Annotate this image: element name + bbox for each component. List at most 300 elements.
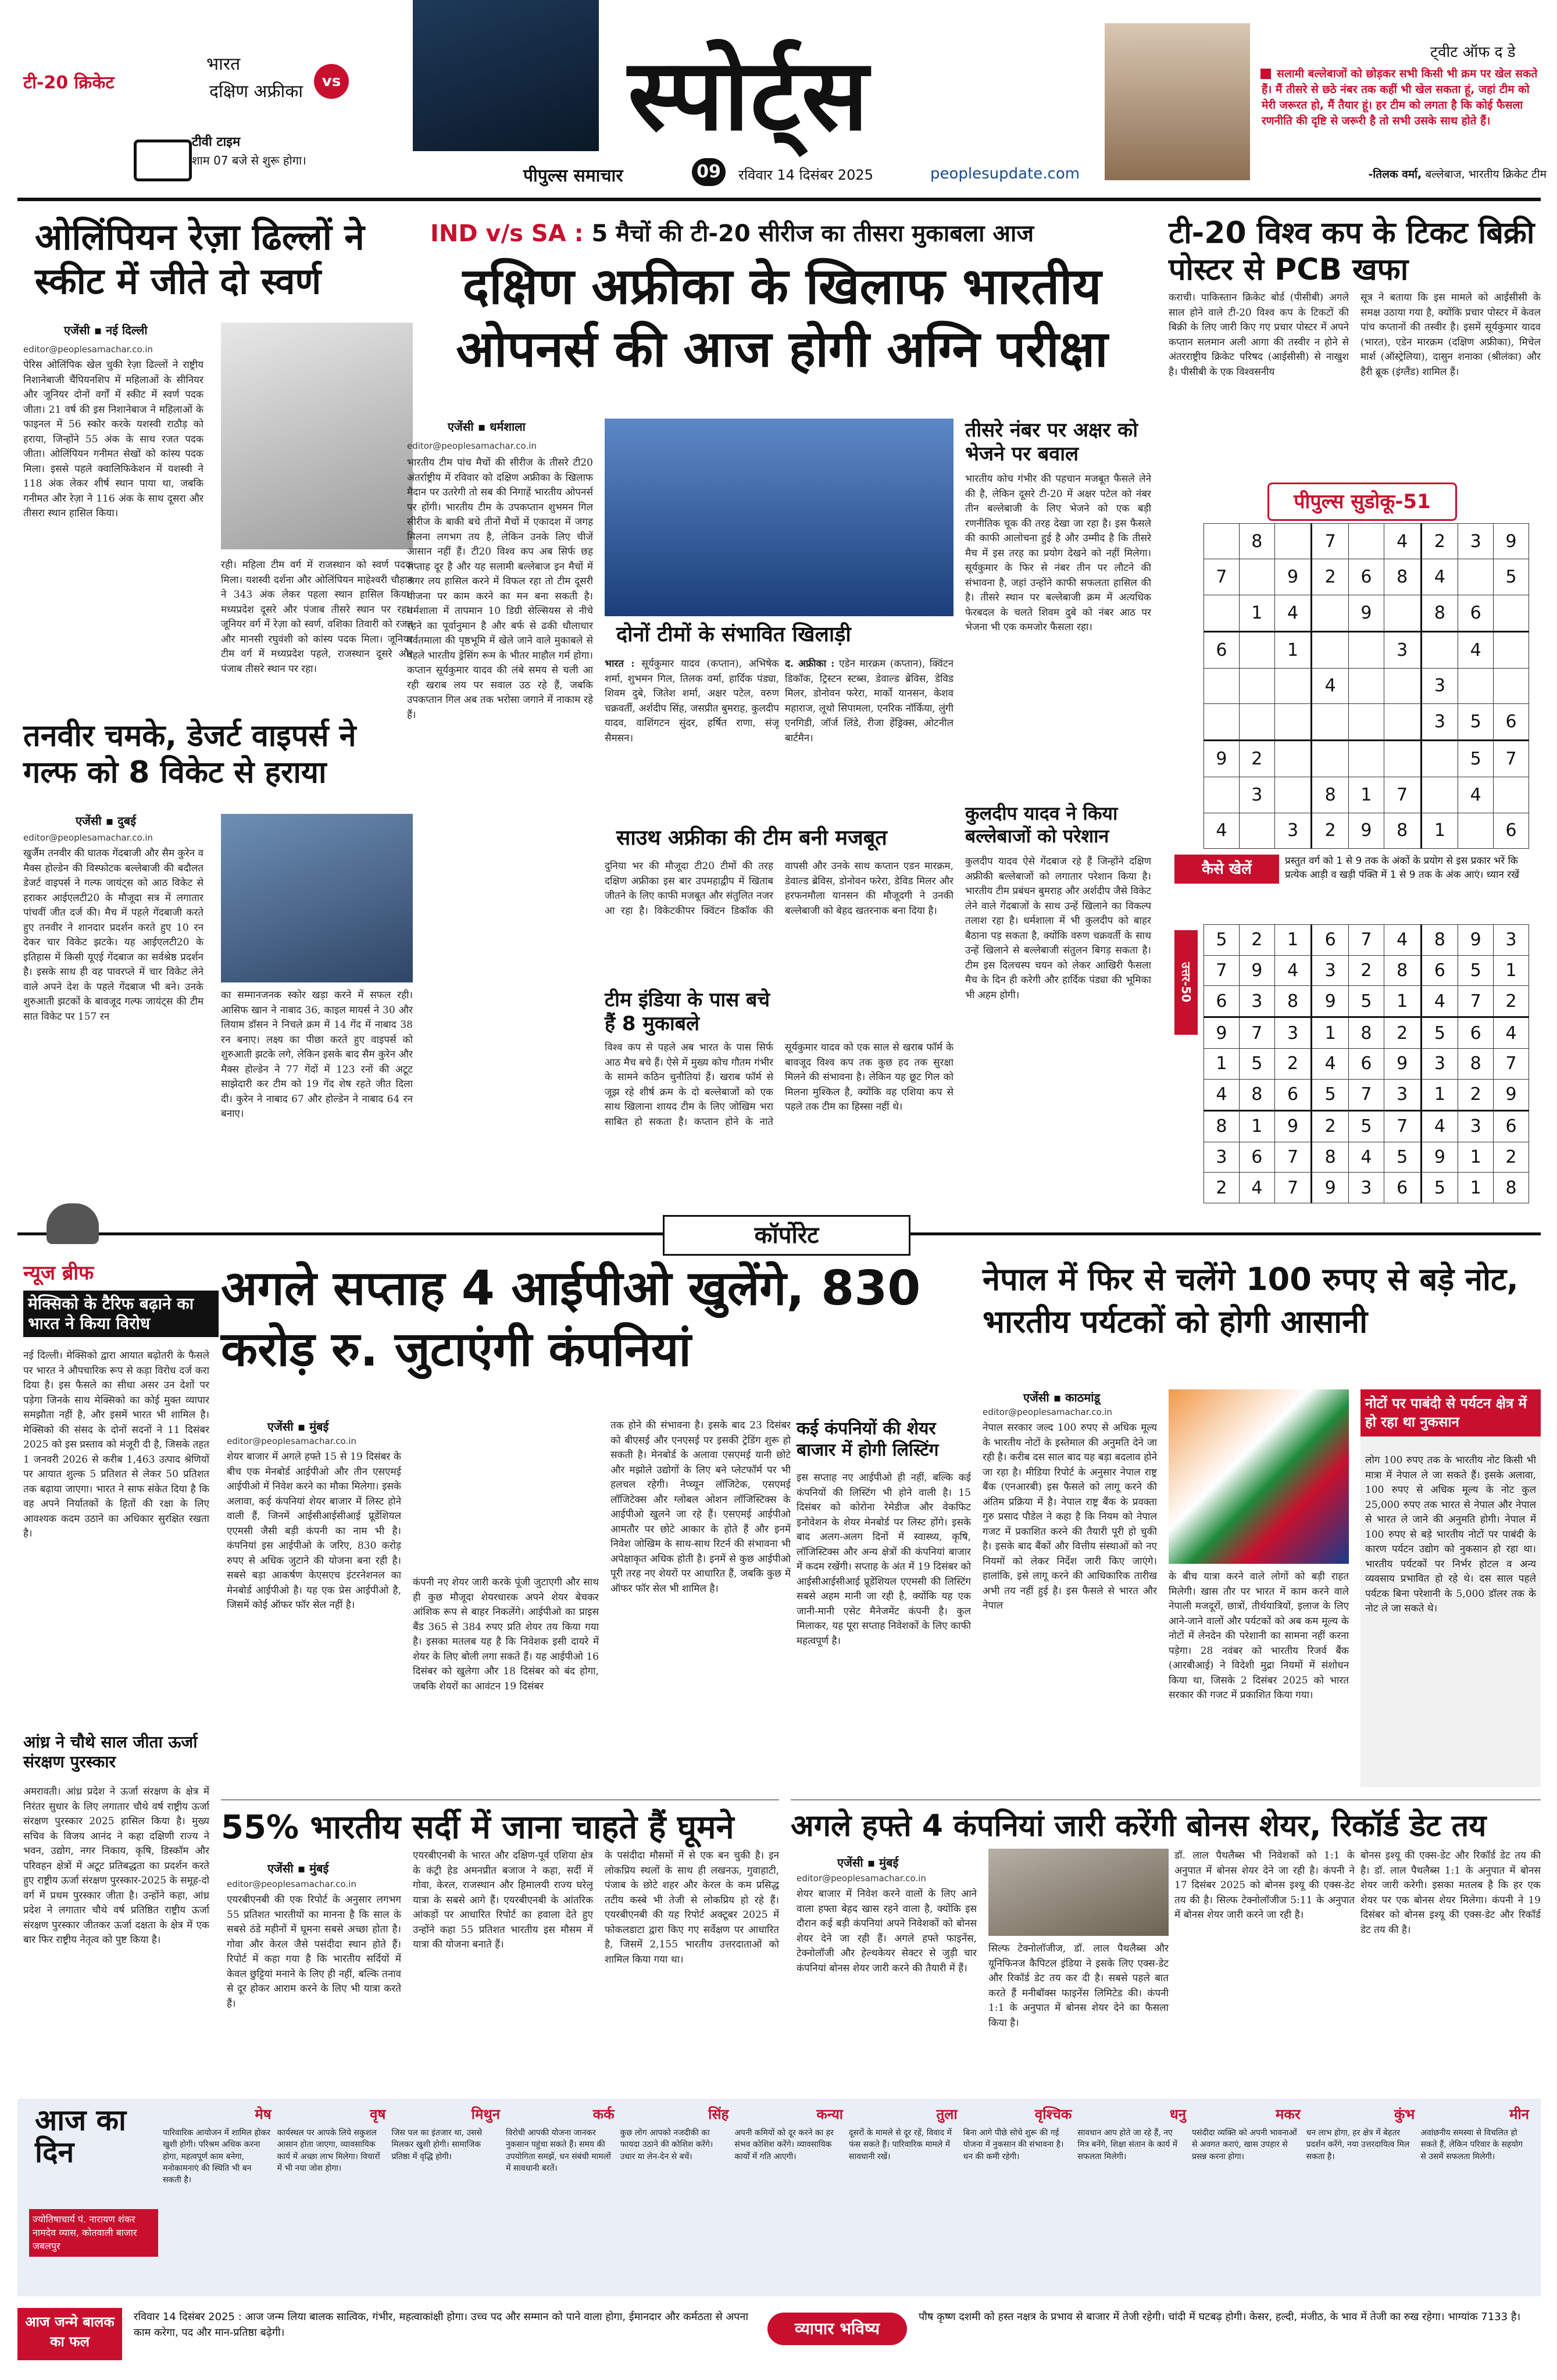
sign-text: विरोधी आपकी योजना जानकर नुकसान पहुंचा सकते हैं। समय की उपयोगिता समझें, धन संबंधी मामलों में सावधानी बरतें।: [506, 2128, 611, 2173]
sign-name: मेष: [255, 2106, 272, 2122]
sudoku-answer-cell: 7: [1274, 1142, 1312, 1173]
market-label: व्यापार भविष्य: [767, 2313, 907, 2345]
sudoku-cell: 4: [1204, 813, 1240, 848]
sudoku-cell: [1494, 595, 1529, 631]
sudoku-cell: [1458, 668, 1494, 703]
sudoku-cell: [1312, 741, 1349, 777]
andhra-headline: आंध्र ने चौथे साल जीता ऊर्जा संरक्षण पुरस्कार: [23, 1732, 198, 1772]
sudoku-cell: [1349, 631, 1384, 668]
sudoku-answer-cell: 3: [1458, 1110, 1494, 1142]
sign-name: वृष: [370, 2106, 386, 2122]
sudoku-answer-cell: 4: [1494, 1017, 1529, 1049]
horoscope-sign: [506, 2104, 615, 2290]
tanveer-body-2: का सम्मानजनक स्कोर खड़ा करने में सफल रही। आसिफ खान ने नाबाद 36, काइल मायर्स ने 30 और लियाम डॉसन ने निचले क्रम में 14 गेंद में नाबाद 38 रन बनाए। लक्ष्य का पीछा करते हुए वाइपर्स को शुरुआती झटके लगे, लेकिन इसके बाद सैम कुरेन और मैक्स होल्डेन ने 77 गेंदों में 123 रनों की अटूट साझेदारी कर टीम को 19 गेंद शेष रहते जीत दिला दी। कुरेन ने नाबाद 67 और होल्डेन ने नाबाद 64 रन बनाए।: [221, 989, 413, 1120]
tanveer-byline: एजेंसी ▪ दुबई: [76, 814, 136, 828]
sudoku-answer-cell: 1: [1204, 1049, 1240, 1080]
main-kicker: [430, 216, 1157, 248]
sudoku-answer-cell: 8: [1384, 955, 1421, 986]
nepal-col-1: नेपाल सरकार जल्द 100 रुपए से अधिक मूल्य के भारतीय नोटों के इस्तेमाल की अनुमति देने जा रही है। करीब दस साल बाद यह बड़ा बदलाव होने जा रहा है। मीडिया रिपोर्ट के अनुसार नेपाल राष्ट्र बैंक (एनआरबी) इस फैसले को लागू करने की अंतिम प्रक्रिया में है। नेपाल राष्ट्र बैंक के प्रवक्ता गुरु प्रसाद पौडेल ने कहा है कि नियम को नेपाल गजट में प्रकाशित करने की तैयारी पूरी हो चुकी है। इसके बाद बैंकों और वित्तीय संस्थाओं को नए नियमों को लेकर निर्देश जारी किए जाएंगे। हालांकि, इसे लागू करने की आधिकारिक तारीख अभी तय नहीं हुई है। इस फैसले से भारत और नेपाल: [983, 1422, 1157, 1611]
sudoku-answer-row: [1204, 1049, 1529, 1080]
main-col-1: भारतीय टीम पांच मैचों की सीरीज के तीसरे टी20 अंतर्राष्ट्रीय में रविवार को दक्षिण अफ्रीका के खिलाफ मैदान पर उतरेगी तो सब की निगाहें भारतीय ओपनर्स पर होंगी। भारतीय टीम के उपकप्तान शुभमन गिल सीरीज के बाकी बचे तीनों मैचों में एकादश में जगह मिलना लगभग तय है, लेकिन उनके लिए चीजें आसान नहीं हैं। टी20 विश्व कप अब सिर्फ छह सप्ताह दूर है और यह सलामी बल्लेबाज इन मैचों में अगर लय हासिल करने में विफल रहा तो टीम दूसरी योजना पर काम करने का मन बना सकती है। धर्मशाला में तापमान 10 डिग्री सेल्सियस से नीचे रहने का पूर्वानुमान है और बर्फ से ढकी धौलाधार पर्वतमाला की पृष्ठभूमि में खेले जाने वाले मुकाबले से पहले भारतीय ड्रेसिंग रूम के भीतर माहौल गर्म होगा। कप्तान सूर्यकुमार यादव की लंबे समय से चली आ रही खराब लय पर सवाल उठ रहे हैं, जबकि उपकप्तान गिल अब तक भरोसा जगाने में नाकाम रहे हैं।: [407, 457, 593, 721]
sudoku-answer-cell: 7: [1494, 1049, 1529, 1080]
winter-rule: [221, 1799, 779, 1800]
sign-name: कन्या: [816, 2106, 843, 2122]
sudoku-cell: 2: [1312, 559, 1349, 595]
sudoku-cell: 4: [1458, 631, 1494, 668]
tv-time: शाम 07 बजे से शुरू होगा।: [192, 153, 306, 167]
sudoku-cell: 9: [1349, 595, 1384, 631]
sudoku-cell: 2: [1312, 813, 1349, 848]
ipo-photo: [413, 0, 599, 151]
sudoku-answer-cell: 9: [1458, 925, 1494, 956]
squads-heading: दोनों टीमों के संभावित खिलाड़ी: [616, 623, 851, 646]
sudoku-answer-cell: 5: [1421, 1173, 1458, 1203]
sudoku-answer-cell: 4: [1349, 1142, 1384, 1173]
bonus-rule: [791, 1799, 1541, 1800]
sudoku-answer-row: [1204, 986, 1529, 1017]
sudoku-answer-cell: 4: [1239, 1173, 1274, 1203]
sudoku-cell: [1384, 668, 1421, 703]
sudoku-answer-cell: 1: [1421, 1079, 1458, 1110]
sudoku-cell: 2: [1239, 741, 1274, 777]
corporate-title: कॉर्पोरेट: [663, 1215, 910, 1256]
winter-email: editor@peoplesamachar.co.in: [227, 1879, 356, 1889]
author-photo: [1105, 23, 1250, 180]
nepal-box-heading: नोटों पर पाबंदी से पर्यटन क्षेत्र में हो रहा था नुकसान: [1360, 1389, 1541, 1436]
bull-icon: [47, 1203, 99, 1244]
horoscope-sign: [1306, 2104, 1415, 2290]
nepal-box: [1360, 1389, 1541, 1787]
axar-heading: तीसरे नंबर पर अक्षर को भेजने पर बवाल: [965, 419, 1138, 466]
sudoku-cell: [1204, 524, 1240, 559]
sudoku-answer-cell: 2: [1274, 1049, 1312, 1080]
olympic-byline: एजेंसी ▪ नई दिल्ली: [64, 323, 148, 337]
sudoku-answer-cell: 6: [1421, 955, 1458, 986]
sign-name: कुंभ: [1394, 2106, 1415, 2122]
kuldeep-body: कुलदीप यादव ऐसे गेंदबाज रहे हैं जिन्होंने दक्षिण अफ्रीकी बल्लेबाजों को लगातार परेशान किया है। भारतीय टीम प्रबंधन बुमराह और अर्शदीप जैसे विकेट लेने वाले गेंदबाजों के साथ उन्हें खिलाने का विकल्प तलाश रहा है। धर्मशाला में भी कुलदीप को बाहर बैठाना पड़ सकता है, क्योंकि वरुण चक्रवर्ती के साथ उन्हें खिलाने से बल्लेबाजी संतुलन बिगड़ सकता है। टीम इस दिलचस्प चयन को लेकर आखिरी फैसला मैच के दिन ही करेगी और हार्दिक पंड्या की भूमिका भी अहम होगी।: [965, 856, 1151, 1001]
nepal-byline: एजेंसी ▪ काठमांडू: [1023, 1391, 1101, 1405]
sudoku-answer-cell: 8: [1312, 1142, 1349, 1173]
sign-text: बिना आगे पीछे सोचे शुरू की गई योजना में नुकसान की संभावना है। धन की कमी रहेगी।: [963, 2128, 1064, 2161]
born-today-text: रविवार 14 दिसंबर 2025 : आज जन्म लिया बालक सात्विक, गंभीर, महत्वाकांक्षी होगा। उच्च पद और सम्मान को पाने वाला होगा, ईमानदार और कर्मठता से अपना काम करेगा, पद और मान-प्रतिष्ठा बढ़ेगी।: [134, 2311, 749, 2339]
sudoku-cell: 4: [1312, 668, 1349, 703]
pcb-col-1: कराची। पाकिस्तान क्रिकेट बोर्ड (पीसीबी) अगले साल होने वाले टी-20 विश्व कप के टिकटों की बिक्री के लिए जारी किए गए प्रचार पोस्टर में अपने कप्तान सलमान अली आगा की तस्वीर न होने से अंतरराष्ट्रीय क्रिकेट परिषद (आईसीसी) से नाखुश है। पीसीबी के एक विश्वसनीय: [1169, 292, 1349, 378]
sudoku-grid: [1204, 523, 1529, 849]
sudoku-answer-cell: 6: [1274, 1079, 1312, 1110]
sudoku-answer-cell: 3: [1312, 955, 1349, 986]
sudoku-answer-cell: 6: [1384, 1173, 1421, 1203]
sudoku-cell: 6: [1349, 559, 1384, 595]
sudoku-cell: 5: [1494, 559, 1529, 595]
horoscope-sign: [277, 2104, 386, 2290]
main-byline: एजेंसी ▪ धर्मशाला: [448, 420, 526, 434]
listing-heading: कई कंपनियों की शेयर बाजार में होगी लिस्टिंग: [797, 1418, 939, 1460]
sudoku-cell: 4: [1274, 595, 1312, 631]
sudoku-cell: [1421, 777, 1458, 813]
tanveer-headline: तनवीर चमके, डेजर्ट वाइपर्स ने गल्फ को 8 विकेट से हराया: [23, 719, 356, 791]
sudoku-answer-cell: 1: [1239, 1110, 1274, 1142]
sudoku-cell: 9: [1274, 559, 1312, 595]
sign-text: कार्यस्थल पर आपके लिये सकुशल आसान होता जाएगा, व्यावसायिक कार्य में अच्छा लाभ मिलेगा। विचारों में भी नया जोश होगा।: [277, 2128, 380, 2173]
sudoku-answer-cell: 9: [1274, 1110, 1312, 1142]
sudoku-answer-cell: 5: [1312, 1079, 1349, 1110]
sudoku-cell: 3: [1421, 668, 1458, 703]
sudoku-cell: 6: [1458, 595, 1494, 631]
sudoku-cell: [1312, 631, 1349, 668]
sudoku-answer-cell: 2: [1494, 1142, 1529, 1173]
main-email: editor@peoplesamachar.co.in: [407, 441, 537, 451]
team1: भारत: [206, 54, 241, 74]
bonus-email: editor@peoplesamachar.co.in: [797, 1873, 926, 1884]
tanveer-photo: [221, 814, 413, 982]
india-label: भारत :: [605, 658, 635, 670]
sudoku-cell: [1494, 668, 1529, 703]
mexico-body: नई दिल्ली। मेक्सिको द्वारा आयात बढ़ोतरी के फैसले पर भारत ने औपचारिक रूप से कड़ा विरोध दर्ज करा दिया है। इस फैसले का सीधा असर उन देशों पर पड़ेगा जिनके साथ मेक्सिको का कोई मुक्त व्यापार समझौता नहीं है, और इसमें भारत भी शामिल है। मेक्सिको की संसद के दोनों सदनों ने 11 दिसंबर 2025 को इस प्रस्ताव को मंजूरी दी है, जिसके तहत 1 जनवरी 2026 से करीब 1,463 उत्पाद श्रेणियों पर आयात शुल्क 5 प्रतिशत से लेकर 50 प्रतिशत तक बढ़ाया जाएगा। भारत ने साफ संकेत दिया है कि वह अपने निर्यातकों के हितों की रक्षा के लिए आवश्यक कदम उठाने का अधिकार सुरक्षित रखता है।: [23, 1350, 209, 1539]
main-kicker-tag: IND v/s SA :: [430, 220, 584, 247]
sudoku-answer-row: [1204, 1142, 1529, 1173]
sudoku-cell: 3: [1421, 704, 1458, 741]
sudoku-answer-row: [1204, 955, 1529, 986]
sudoku-answer-cell: 8: [1204, 1110, 1240, 1142]
sudoku-cell: [1274, 741, 1312, 777]
sudoku-cell: [1204, 668, 1240, 703]
sudoku-answer-cell: 3: [1384, 1079, 1421, 1110]
nepal-col-2: के बीच यात्रा करने वाले लोगों को बड़ी राहत मिलेगी। खास तौर पर भारत में काम करने वाले नेपाली मजदूरों, छात्रों, तीर्थयात्रियों, इलाज के लिए आने-जाने वालों और पर्यटकों को अब कम मूल्य के नोटों में लेनदेन की परेशानी का सामना नहीं करना पड़ेगा। 28 नवंबर को भारतीय रिजर्व बैंक (आरबीआई) ने विदेशी मुद्रा नियमों में संशोधन किया था, जिसके 2 दिसंबर 2025 को भारत सरकार की गजट में प्रकाशित किया गया।: [1169, 1571, 1349, 1701]
sign-text: पारिवारिक आयोजन में शामिल होकर खुशी होगी। परिश्रम अधिक करना होगा, महत्वपूर्ण काम बनेगा, मनोकामनाएं की स्थिति भी बन सकती है।: [163, 2128, 271, 2185]
bonus-photo: [988, 1849, 1169, 1936]
sudoku-answer-cell: 4: [1421, 1110, 1458, 1142]
sudoku-answer-cell: 5: [1349, 986, 1384, 1017]
sudoku-cell: [1384, 741, 1421, 777]
tanveer-email: editor@peoplesamachar.co.in: [23, 832, 153, 843]
team-india-photo: [605, 419, 954, 616]
sudoku-cell: 8: [1384, 559, 1421, 595]
sudoku-answer-cell: 9: [1239, 955, 1274, 986]
sudoku-answer-cell: 2: [1458, 1079, 1494, 1110]
sudoku-cell: 9: [1204, 741, 1240, 777]
main-headline: दक्षिण अफ्रीका के खिलाफ भारतीय ओपनर्स की आज होगी अग्नि परीक्षा: [456, 258, 1108, 378]
nepal-flags: [1169, 1389, 1349, 1564]
sudoku-answer-cell: 8: [1494, 1173, 1529, 1203]
andhra-body: अमरावती। आंध्र प्रदेश ने ऊर्जा संरक्षण के क्षेत्र में निरंतर सुधार के लिए लगातार चौथे वर्ष राष्ट्रीय ऊर्जा संरक्षण पुरस्कार 2025 हासिल किया है। मुख्य सचिव के विजय आनंद ने कहा दक्षिणी राज्य ने भवन, उद्योग, नगर निकाय, कृषि, डिस्कॉम और परिवहन क्षेत्रों में अटूट प्रतिबद्धता का प्रदर्शन करते हुए राष्ट्रीय ऊर्जा संरक्षण पुरस्कार-2025 के समूह-दो वर्ग में प्रथम पुरस्कार जीता है। उन्होंने कहा, आंध्र प्रदेश ने लगातार चौथे वर्ष प्रतिष्ठित राष्ट्रीय ऊर्जा संरक्षण पुरस्कार जीतकर ऊर्जा दक्षता के क्षेत्र में एक बार फिर राष्ट्रीय नेतृत्व को पुष्ट किया है।: [23, 1786, 209, 1946]
bonus-col-3: डॉ. लाल पैथलैब्स भी निवेशकों को 1:1 के अनुपात में बोनस शेयर देने जा रही है। कंपनी ने 17 दिसंबर 2025 को बोनस इश्यू की एक्स-डेट तय की है। सिल्फ टेक्नोलॉजीज 5:11 के अनुपात में बोनस शेयर जारी करने जा रही है।: [1174, 1850, 1355, 1921]
sudoku-answer-cell: 4: [1384, 925, 1421, 956]
sudoku-title: पीपुल्स सुडोकू-51: [1267, 483, 1457, 521]
sudoku-cell: 4: [1458, 777, 1494, 813]
sign-name: वृश्चिक: [1034, 2106, 1072, 2122]
sign-name: धनु: [1169, 2106, 1186, 2122]
winter-byline: एजेंसी ▪ मुंबई: [267, 1861, 329, 1875]
sign-name: तुला: [936, 2106, 958, 2122]
sudoku-cell: 8: [1312, 777, 1349, 813]
olympic-email: editor@peoplesamachar.co.in: [23, 344, 153, 355]
sudoku-answer-cell: 5: [1349, 1110, 1384, 1142]
bonus-col-4: बोनस इश्यू की एक्स-डेट और रिकॉर्ड डेट तय की है। डॉ. लाल पैथलैब्स 1:1 के अनुपात में बोनस शेयर जारी करेगी। इसका मतलब है कि हर एक शेयर पर एक बोनस शेयर मिलेगा। कंपनी ने 19 दिसंबर को बोनस इश्यू की एक्स-डेट और रिकॉर्ड डेट तय की है।: [1360, 1850, 1541, 1936]
horoscope-sign: [163, 2104, 272, 2290]
paper-name: पीपुल्स समाचार: [523, 166, 623, 186]
sudoku-row: [1204, 524, 1529, 559]
sudoku-answer-cell: 6: [1349, 1049, 1384, 1080]
sudoku-answer-row: [1204, 1173, 1529, 1203]
sudoku-cell: [1421, 631, 1458, 668]
sign-text: कुछ लोग आपको नजदीकी का फायदा उठाने की कोशिश करेंगे। उधार या लेन-देन से बचें।: [620, 2128, 713, 2161]
sudoku-answer-cell: 9: [1312, 986, 1349, 1017]
ipo-col-1: शेयर बाजार में अगले हफ्ते 15 से 19 दिसंबर के बीच एक मेनबोर्ड आईपीओ और तीन एसएमई आईपीओ में निवेश करने का मौका मिलेगा। इसके अलावा, कई कंपनियां शेयर बाजार में लिस्ट होने वाली हैं, जिनमें आईसीआईसीआई प्रूडेंशियल एएमसी जैसी बड़ी कंपनी का नाम भी है। कंपनियां इस आईपीओ के जरिए, 830 करोड़ रुपए से अधिक जुटाने की योजना बना रही है। सबसे बड़ा आकर्षण केएसएच इंटरनेशनल का मेनबोर्ड आईपीओ है। यह एक प्रेस आईपीओ है, जिसमें कोई ऑफर फॉर सेल नहीं है।: [227, 1451, 401, 1611]
masthead: [0, 0, 1557, 198]
astrologer: ज्योतिषाचार्य पं. नारायण शंकर नामदेव व्यास, कोतवाली बाजार जबलपुर: [29, 2209, 158, 2257]
ipo-email: editor@peoplesamachar.co.in: [227, 1436, 356, 1446]
sudoku-answer-cell: 5: [1204, 925, 1240, 956]
olympic-body-2: रही। महिला टीम वर्ग में राजस्थान को स्वर्ण पदक मिला। यशस्वी दर्शना और ओलिंपियन माहेश्वरी चौहान ने 343 अंक लेकर पहला स्थान हासिल किया। मध्यप्रदेश दूसरे और पंजाब तीसरे स्थान पर रहा। जूनियर वर्ग में रेज़ा को स्वर्ण, वशिका तिवारी को रजत और मानसी रघुवंशी को कांस्य पदक मिला। जूनियर टीम वर्ग में मध्यप्रदेश पहले, राजस्थान दूसरे और पंजाब तीसरे स्थान पर रहा।: [221, 559, 413, 675]
horoscope-sign: [391, 2104, 500, 2290]
kuldeep-heading: कुलदीप यादव ने किया बल्लेबाजों को परेशान: [965, 802, 1118, 848]
sign-text: अपनी कमियों को दूर करने का हर संभव कोशिश करेंगे। व्यावसायिक कार्यों में गति आएगी।: [734, 2128, 834, 2161]
tv-icon: [134, 140, 192, 181]
sudoku-answer-cell: 2: [1204, 1173, 1240, 1203]
sudoku-cell: 7: [1204, 559, 1240, 595]
sudoku-answer-cell: 1: [1458, 1142, 1494, 1173]
sudoku-answer-cell: 8: [1421, 925, 1458, 956]
sudoku-cell: [1349, 668, 1384, 703]
sudoku-cell: [1204, 595, 1240, 631]
sudoku-answer-cell: 1: [1384, 986, 1421, 1017]
sudoku-answer-cell: 1: [1494, 955, 1529, 986]
sudoku-cell: 7: [1384, 777, 1421, 813]
sudoku-cell: 3: [1384, 631, 1421, 668]
sudoku-answer-cell: 7: [1349, 925, 1384, 956]
sudoku-cell: 9: [1494, 524, 1529, 559]
sa-strong-heading: साउथ अफ्रीका की टीम बनी मजबूत: [616, 826, 887, 850]
sudoku-cell: 9: [1349, 813, 1384, 848]
sign-text: दूसरों के मामले से दूर रहें, विवाद में फंस सकते हैं। पारिवारिक मामले में सावधानी रखें।: [849, 2128, 952, 2161]
sudoku-cell: [1204, 777, 1240, 813]
tweet-author: [1262, 166, 1547, 181]
sudoku-answer-cell: 4: [1312, 1049, 1349, 1080]
sudoku-answer-cell: 6: [1239, 1142, 1274, 1173]
sudoku-answer-cell: 8: [1349, 1017, 1384, 1049]
sudoku-answer-cell: 9: [1312, 1173, 1349, 1203]
mexico-headline: मेक्सिको के टैरिफ बढ़ाने का भारत ने किया विरोध: [23, 1291, 219, 1337]
sudoku-answer-cell: 2: [1349, 955, 1384, 986]
main-kicker-text: 5 मैचों की टी-20 सीरीज का तीसरा मुकाबला आज: [591, 220, 1034, 247]
sudoku-cell: [1274, 668, 1312, 703]
sudoku-answer-cell: 4: [1421, 986, 1458, 1017]
sudoku-answer-cell: 1: [1274, 925, 1312, 956]
sudoku-answer-cell: 3: [1274, 1017, 1312, 1049]
sign-text: जिस पल का इंतजार था, उससे मिलकर खुशी होगी। सामाजिक प्रतिष्ठा में वृद्धि होगी।: [391, 2128, 483, 2161]
sudoku-answer-cell: 7: [1239, 1017, 1274, 1049]
sudoku-cell: 3: [1458, 524, 1494, 559]
how-to-play-text: प्रस्तुत वर्ग को 1 से 9 तक के अंकों के प्रयोग से इस प्रकार भरें कि प्रत्येक आड़ी व खड़ी पंक्ति में 1 से 9 तक के अंक आएं। ध्यान रखें: [1285, 855, 1520, 881]
sudoku-answer-row: [1204, 1017, 1529, 1049]
sudoku-answer-cell: 2: [1312, 1110, 1349, 1142]
sudoku-cell: 1: [1349, 777, 1384, 813]
sign-name: मिथुन: [471, 2106, 500, 2122]
nepal-headline: नेपाल में फिर से चलेंगे 100 रुपए से बड़े नोट, भारतीय पर्यटकों को होगी आसानी: [983, 1261, 1519, 1340]
sign-name: मकर: [1276, 2106, 1301, 2122]
sudoku-answer-cell: 3: [1239, 986, 1274, 1017]
sudoku-answer-cell: 1: [1458, 1173, 1494, 1203]
bonus-col-1: शेयर बाजार में निवेश करने वालों के लिए आने वाला हफ्ता बेहद खास रहने वाला है, क्योंकि इस दौरान कई बड़ी कंपनियां अपने निवेशकों को बोनस शेयर देने जा रही हैं। अगले हफ्ते फाइनेंस, टेक्नोलॉजी और हेल्थकेयर सेक्टर से जुड़ी चार कंपनियां बोनस शेयर जारी करने की तैयारी में हैं।: [797, 1888, 977, 1974]
sudoku-cell: [1239, 813, 1274, 848]
olympic-body-1: पेरिस ओलिंपिक खेल चुकी रेज़ा ढिल्लों ने राष्ट्रीय निशानेबाजी चैंपियनशिप में महिलाओं के सीनियर और जूनियर दोनों वर्गों में स्कीट में स्वर्ण पदक जीता। 21 वर्ष की इस निशानेबाज ने महिलाओं के फाइनल में 56 स्कोर करके यशस्वी राठौड़ को हराया, जिन्होंने 55 अंक के साथ रजत पदक जीता। ओलिंपियन गनीमत सेखों को कांस्य पदक मिला। इससे पहले क्वालिफिकेशन में यशस्वी ने 118 अंक लेकर शीर्ष स्थान पाया था, जबकि गनीमत और रेज़ा ने 116 अंक के साथ दूसरा और तीसरा स्थान हासिल किया।: [23, 359, 203, 519]
born-today-label: आज जन्मे बालक का फल: [17, 2308, 122, 2360]
sudoku-cell: 7: [1494, 741, 1529, 777]
sudoku-answer-cell: 6: [1458, 1017, 1494, 1049]
footer: [17, 2302, 1541, 2366]
sudoku-row: [1204, 595, 1529, 631]
sudoku-cell: 4: [1421, 559, 1458, 595]
sudoku-cell: 6: [1494, 813, 1529, 848]
sudoku-answer-row: [1204, 1110, 1529, 1142]
sudoku-answer-cell: 6: [1204, 986, 1240, 1017]
sudoku-answer-cell: 6: [1312, 925, 1349, 956]
winter-col-1: एयरबीएनबी की एक रिपोर्ट के अनुसार लगभग 55 प्रतिशत भारतीयों का मानना है कि साल के सबसे ठंडे महीनों में घूमना सबसे अच्छा होता है। गोवा और केरल जैसे पसंदीदा स्थान होते हैं। रिपोर्ट में कहा गया है कि भारतीय सर्दियों में केवल छुट्टियां मनाने के लिए ही नहीं, बल्कि तनाव से दूर होकर आराम करने के लिए भी यात्रा करते हैं।: [227, 1894, 401, 2010]
sudoku-answer-row: [1204, 925, 1529, 956]
sudoku-cell: [1204, 704, 1240, 741]
horoscope-band: [17, 2099, 1541, 2296]
sudoku-cell: 6: [1494, 704, 1529, 741]
sudoku-cell: 8: [1421, 595, 1458, 631]
tanveer-body-1: खुर्जैम तनवीर की घातक गेंदबाजी और सैम कुरेन व मैक्स होल्डेन की विस्फोटक बल्लेबाजी की बदौलत डेजर्ट वाइपर्स ने गल्फ जायंट्स को आठ विकेट से हराकर आईएलटी20 के मौजूदा सत्र में लगातार पांचवीं जीत दर्ज की। मैच में पहले गेंदबाजी करते हुए तनवीर ने शानदार प्रदर्शन करते हुए 10 रन देकर चार विकेट झटके। यह आईएलटी20 के इतिहास में किसी यूएई गेंदबाज का सर्वश्रेष्ठ प्रदर्शन है। इसके साथ ही वह पावरप्ले में चार विकेट लेने वाले अपने देश के पहले गेंदबाज भी बने। उनके शुरुआती झटकों के बावजूद गल्फ जायंट्स की टीम सात विकेट पर 157 रन: [23, 848, 203, 1023]
team-india-body: विश्व कप से पहले अब भारत के पास सिर्फ आठ मैच बचे हैं। ऐसे में मुख्य कोच गौतम गंभीर के सामने कठिन चुनौतियां हैं। खराब फॉर्म से जूझ रहे शीर्ष क्रम के दो बल्लेबाजों को एक साथ खिलाना शायद टीम के लिए जोखिम भरा साबित हो सकता है। कप्तान होने के नाते सूर्यकुमार यादव को एक साल से खराब फॉर्म के बावजूद विश्व कप तक कुछ हद तक सुरक्षा मिलने की संभावना है। लेकिन यह छूट गिल को मिलना मुश्किल है, क्योंकि वह एशिया कप से पहले तक टीम का हिस्सा नहीं थे।: [605, 1042, 954, 1128]
bonus-col-2: सिल्फ टेक्नोलॉजीज, डॉ. लाल पैथलैब्स और यूनिफिनज कैपिटल इंडिया ने इसके लिए एक्स-डेट और रिकॉर्ड डेट तय कर दी है। सबसे पहले बात करते हैं मनीबॉक्स फाइनेंस लिमिटेड की। कंपनी 1:1 के अनुपात में बोनस शेयर देने का फैसला किया है।: [988, 1943, 1169, 2029]
sudoku-row: [1204, 741, 1529, 777]
sudoku-cell: 7: [1312, 524, 1349, 559]
sudoku-answer-cell: 2: [1239, 925, 1274, 956]
horoscope-sign: [1420, 2104, 1529, 2290]
tweet-author-name: -तिलक वर्मा,: [1368, 168, 1422, 181]
horoscope-sign: [620, 2104, 729, 2290]
sudoku-cell: [1239, 631, 1274, 668]
sudoku-answer-cell: 3: [1494, 925, 1529, 956]
sudoku-answer-cell: 7: [1384, 1110, 1421, 1142]
ipo-col-2: कंपनी नए शेयर जारी करके पूंजी जुटाएगी और साथ ही कुछ मौजूदा शेयरधारक अपने शेयर बेचकर आंशिक रूप से बाहर निकलेंगे। आईपीओ का प्राइस बैंड 365 से 384 रुपए प्रति शेयर तय किया गया है। इसका मतलब यह है कि निवेशक इसी दायरे में शेयर के लिए बोली लगा सकते हैं। यह आईपीओ 16 दिसंबर को खुलेगा और 18 दिसंबर को बंद होगा, जबकि शेयरों का आवंटन 19 दिसंबर: [413, 1577, 599, 1692]
sudoku-answer-cell: 5: [1421, 1017, 1458, 1049]
sudoku-cell: [1239, 559, 1274, 595]
tv-channel: टीवी टाइम: [192, 135, 241, 149]
news-brief-label: न्यूज ब्रीफ: [23, 1262, 94, 1285]
team2: दक्षिण अफ्रीका: [209, 81, 303, 102]
sudoku-answer-cell: 6: [1494, 1110, 1529, 1142]
ipo-headline: अगले सप्ताह 4 आईपीओ खुलेंगे, 830 करोड़ रु. जुटाएंगी कंपनियां: [221, 1261, 921, 1377]
sa-squad: [785, 657, 954, 808]
market-text: पौष कृष्ण दशमी को हस्त नक्षत्र के प्रभाव से बाजार में तेजी रहेगी। चांदी में घटबढ़ होगी। केसर, हल्दी, मंजीठ, के भाव में तेजी का रुख रहेगा। भाग्यांक 7133 है।: [919, 2311, 1521, 2323]
pcb-col-2: सूत्र ने बताया कि इस मामले को आईसीसी के समक्ष उठाया गया है, क्योंकि प्रचार पोस्टर में केवल पांच कप्तानों की तस्वीर है। इसमें सूर्यकुमार यादव (भारत), एडेन मारक्रम (दक्षिण अफ्रीका), मिचेल मार्श (ऑस्ट्रेलिया), दासुन शनाका (श्रीलंका) और हैरी ब्रूक (इंग्लैंड) शामिल हैं।: [1360, 292, 1541, 378]
sudoku-cell: [1274, 524, 1312, 559]
sudoku-cell: 5: [1458, 704, 1494, 741]
sign-text: अवांछनीय समस्या से विचलित हो सकते हैं, लेकिन परिवार के सहयोग से उसमें सफलता मिलेगी।: [1420, 2128, 1523, 2161]
sa-players: एडेन मारक्रम (कप्तान), क्विंटन डिकॉक, ट्रिस्टन स्टब्स, डेवाल्ड ब्रेविस, डेविड मिलर, डोनोवन फरेरा, मार्को यानसन, केशव महाराज, लूथो सिपामला, एनरिक नॉर्किया, लुंगी एनगिडी, जॉर्ज लिंडे, रीजा हेंड्रिक्स, ओटनील बार्टमैन।: [785, 658, 954, 744]
how-to-play-title: कैसे खेलें: [1174, 855, 1279, 884]
sudoku-cell: 1: [1239, 595, 1274, 631]
sign-name: कर्क: [592, 2106, 615, 2122]
sudoku-cell: 5: [1458, 741, 1494, 777]
sudoku-cell: [1349, 524, 1384, 559]
sudoku-cell: [1421, 741, 1458, 777]
axar-body: भारतीय कोच गंभीर की पहचान मजबूत फैसले लेने की है, लेकिन दूसरे टी-20 में अक्षर पटेल को नंबर तीन बल्लेबाजी के लिए भेजने को एक बड़ी रणनीतिक चूक की तरह देखा जा रहा है। इस फैसले की काफी आलोचना हुई है और उम्मीद है कि तीसरे मैच में इस तरह का प्रयोग देखने को नहीं मिलेगा। सूर्यकुमार के फिर से नंबर तीन पर लौटने की संभावना है, जहां उन्होंने काफी सफलता हासिल की है। तीसरे स्थान पर बल्लेबाजी क्रम में अत्यधिक फेरबदल के चलते शिवम दुबे को नंबर आठ पर भेजना भी एक कमजोर फैसला रहा।: [965, 473, 1151, 633]
answer-label: उत्तर-50: [1174, 930, 1198, 1035]
sudoku-cell: 1: [1421, 813, 1458, 848]
sudoku-cell: 8: [1384, 813, 1421, 848]
date-line: रविवार 14 दिसंबर 2025: [738, 167, 873, 183]
sudoku-cell: 3: [1274, 813, 1312, 848]
sudoku-answer-cell: 9: [1384, 1049, 1421, 1080]
olympic-headline: ओलिंपियन रेज़ा ढिल्लों ने स्कीट में जीते दो स्वर्ण: [35, 216, 365, 302]
sign-text: पसंदीदा व्यक्ति को अपनी भावनाओं से अवगत कराएं, खास उपहार से प्रसन्न करना होगा।: [1192, 2128, 1297, 2161]
sudoku-answer-cell: 7: [1349, 1079, 1384, 1110]
sudoku-answer-cell: 4: [1204, 1079, 1240, 1110]
sudoku-answer-cell: 2: [1494, 986, 1529, 1017]
sudoku-cell: [1349, 741, 1384, 777]
sudoku-row: [1204, 777, 1529, 813]
sudoku-answer-cell: 1: [1312, 1017, 1349, 1049]
sudoku-cell: 4: [1384, 524, 1421, 559]
sudoku-answer-cell: 8: [1458, 1049, 1494, 1080]
sudoku-answer-cell: 3: [1421, 1049, 1458, 1080]
sudoku-row: [1204, 704, 1529, 741]
sudoku-answer-row: [1204, 1079, 1529, 1110]
pcb-headline: टी-20 विश्व कप के टिकट बिक्री पोस्टर से PCB खफा: [1169, 216, 1535, 288]
sudoku-answer-cell: 9: [1204, 1017, 1240, 1049]
sudoku-cell: [1494, 777, 1529, 813]
sudoku-cell: [1312, 704, 1349, 741]
horoscope-sign: [734, 2104, 843, 2290]
sudoku-cell: 1: [1274, 631, 1312, 668]
sudoku-answer-cell: 8: [1239, 1079, 1274, 1110]
website[interactable]: peoplesupdate.com: [930, 165, 1080, 183]
sudoku-cell: 2: [1421, 524, 1458, 559]
sudoku-answer-cell: 3: [1349, 1173, 1384, 1203]
sudoku-answer-grid: [1204, 924, 1529, 1203]
sudoku-answer-cell: 5: [1384, 1142, 1421, 1173]
sign-name: मीन: [1509, 2106, 1529, 2122]
sign-name: सिंह: [708, 2106, 729, 2122]
sudoku-cell: [1458, 559, 1494, 595]
tweet-author-role: बल्लेबाज, भारतीय क्रिकेट टीम: [1425, 168, 1547, 181]
ipo-byline: एजेंसी ▪ मुंबई: [267, 1420, 329, 1434]
horoscope-sign: [1077, 2104, 1186, 2290]
sudoku-answer-cell: 7: [1204, 955, 1240, 986]
nepal-box-body: लोग 100 रुपए तक के भारतीय नोट किसी भी मात्रा में नेपाल ले जा सकते हैं। इसके अलावा, 100 रुपए से अधिक मूल्य के नोट कुल 25,000 रुपए तक भारत से नेपाल और नेपाल से भारत ले जाने की अनुमति होगी। नेपाल में 100 रुपए से बड़े भारतीय नोटों पर पाबंदी के कारण पर्यटन उद्योग को नुकसान हो रहा था। भारतीय पर्यटकों पर निर्भर होटल व अन्य व्यवसाय प्रभावित हो रहे थे। दस साल पहले पर्यटक बिना परेशानी के 5,000 डॉलर तक के नोट ले जा सकते थे।: [1365, 1455, 1536, 1614]
horoscope-sign: [1192, 2104, 1301, 2290]
sign-text: सावधान आप होते जा रहे हैं, नए मित्र बनेंगे, शिक्षा संतान के कार्य में सफलता मिलेगी।: [1077, 2128, 1178, 2161]
page-number: 09: [692, 158, 726, 186]
sudoku-cell: 8: [1239, 524, 1274, 559]
sudoku-cell: [1384, 704, 1421, 741]
sudoku-row: [1204, 668, 1529, 703]
sudoku-cell: [1239, 704, 1274, 741]
sudoku-cell: [1384, 595, 1421, 631]
sudoku-cell: [1239, 668, 1274, 703]
sudoku-answer-cell: 7: [1274, 1173, 1312, 1203]
tweet-text: सलामी बल्लेबाजों को छोड़कर सभी किसी भी क्रम पर खेल सकते हैं। मैं तीसरे से छठे नंबर तक कहीं भी खेल सकता हूं, जहां टीम को मेरी जरूरत हो, मैं तैयार हूं। हर टीम को लगता है कि कोई फैसला रणनीति की दृष्टि से जरूरी है तो सभी उसके साथ होते हैं।: [1262, 67, 1538, 127]
sa-label: द. अफ्रीका :: [785, 658, 835, 670]
horoscope-signs: [163, 2104, 1535, 2290]
ipo-col-3: तक होने की संभावना है। इसके बाद 23 दिसंबर को बीएसई और एनएसई पर इसकी ट्रेडिंग शुरू हो सकती है। मेनबोर्ड के अलावा एसएमई यानी छोटे और मझोले उद्योगों के लिए बने प्लेटफॉर्म पर भी हलचल रहेगी। नेप्च्यून लॉजिटेक, एसएमई लॉजिटेक्स और ग्लोबल ओशन लॉजिस्टिक्स के आईपीओ खुलने जा रहे हैं। एसएमई आईपीओ आमतौर पर छोटे आकार के होते हैं और इनमें निवेश जोखिम के साथ-साथ रिटर्न की संभावना भी अपेक्षाकृत अधिक होती है। इनमें से कुछ आईपीओ पूरी तरह नए शेयरों पर आधारित हैं, जबकि कुछ में ऑफर फॉर सेल भी शामिल है।: [610, 1420, 791, 1595]
sudoku-answer-cell: 8: [1274, 986, 1312, 1017]
olympic-photo: [221, 323, 413, 549]
winter-col-3: के पसंदीदा मौसमों में से एक बन चुकी है। इन लोकप्रिय स्थलों के साथ ही लखनऊ, गुवाहाटी, पंजाब के छोटे शहर और केरल के कम प्रसिद्ध तटीय कस्बे भी तेजी से लोकप्रिय हो रहे हैं। एयरबीएनबी की यह रिपोर्ट अक्टूबर 2025 में फोकलडाटा द्वारा किए गए सर्वेक्षण पर आधारित है, जिसमें 2,155 भारतीय उत्तरदाताओं को शामिल किया गया था।: [605, 1850, 779, 1966]
sudoku-answer-cell: 5: [1239, 1049, 1274, 1080]
sudoku-answer-cell: 9: [1421, 1142, 1458, 1173]
listing-body: इस सप्ताह नए आईपीओ ही नहीं, बल्कि कई कंपनियों की लिस्टिंग भी होने वाली है। 15 दिसंबर को कोरोना रेमेडीज और वेकफिट इनोवेशन के शेयर मेनबोर्ड पर लिस्ट होंगे। इसके बाद अलग-अलग दिनों में स्वास्थ्य, कृषि, लॉजिस्टिक्स और अन्य क्षेत्रों की कंपनियां बाजार में कदम रखेंगी। सप्ताह के अंत में 19 दिसंबर को आईसीआईसीआई प्रूडेंशियल एएमसी की लिस्टिंग सबसे अहम मानी जा रही है, क्योंकि यह एक जानी-मानी एसेट मैनेजमेंट कंपनी है। कुल मिलाकर, यह पूरा सप्ताह निवेशकों के लिए काफी महत्वपूर्ण है।: [797, 1472, 971, 1647]
horoscope-sign: [849, 2104, 958, 2290]
sudoku-cell: [1274, 777, 1312, 813]
sudoku-cell: [1349, 704, 1384, 741]
header-rule: [17, 198, 1541, 201]
team-india-heading: टीम इंडिया के पास बचे हैं 8 मुकाबले: [605, 988, 770, 1036]
